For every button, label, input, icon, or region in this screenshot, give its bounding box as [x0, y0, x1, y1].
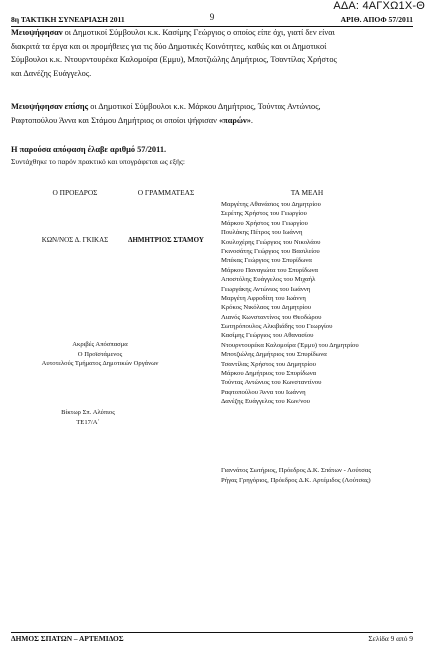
page-number: 9 — [209, 12, 215, 22]
session-title: 8η ΤΑΚΤΙΚΗ ΣΥΝΕΔΡΙΑΣΗ 2011 — [11, 15, 125, 24]
page-footer — [11, 634, 413, 646]
list-item: Κασίμης Γεώργιος του Αθανασίου — [221, 332, 314, 340]
minority-vote-paragraph: Μειοψήφησαν οι Δημοτικοί Σύμβουλοι κ.κ. Κασίμης Γεώργιος ο οποίος είπε όχι, γιατί δεν είναι διακριτά τα έργα και οι προμήθειες για τις δύο Δημοτικές Κοινότητες, καθώς και οι Δημοτικοί Σύμβουλοι κ.κ. Ντουρντουρέκα Καλομοίρα (Εμμυ), Μποτζιώλης Δημήτριος, Τσαντίλας Χρήστος και Δανέζης Ευάγγελος. — [11, 28, 337, 78]
minority-also-label: Μειοψήφησαν επίσης — [11, 102, 89, 111]
minority-label: Μειοψήφησαν — [11, 28, 63, 37]
secretary-name: ΔΗΜΗΤΡΙΟΣ ΣΤΑΜΟΥ — [128, 236, 204, 244]
list-item: Τσαντίλας Χρήστος του Δημητρίου — [221, 360, 316, 368]
list-item: Ντουρντουρέκα Καλομοίρα (Έμμυ) του Δημητρίου — [221, 341, 359, 349]
list-item: Μαργέτη Αφροδίτη του Ιωάννη — [221, 294, 306, 302]
signature-note: Συντάχθηκε το παρόν πρακτικό και υπογράφεται ως εξής: — [11, 157, 186, 166]
decision-line: Η παρούσα απόφαση έλαβε αριθμό 57/2011. — [11, 145, 167, 154]
footer-rule — [11, 632, 413, 633]
copy-block: Ακριβές Απόσπασμα Ο Προϊστάμενος Αυτοτελούς Τμήματος Δημοτικών Οργάνων — [41, 341, 159, 367]
list-item: Σερέτης Χρήστος του Γεωργίου — [221, 210, 307, 218]
list-item: Σωτηρόπουλος Αλκιβιάδης του Γεωργίου — [221, 323, 333, 331]
list-item: Τούντας Αντώνιος του Κωνσταντίνου — [221, 379, 322, 387]
list-item: Γκινοσάτης Γεώργιος του Βασιλείου — [221, 247, 320, 255]
list-item: Μαργέτης Αθανάσιος του Δημητρίου — [221, 201, 321, 208]
list-item: Κρόκος Νικόλαος του Δημητρίου — [221, 304, 312, 312]
list-item: Πουλάκης Πέτρος του Ιωάννη — [221, 229, 303, 237]
decision-number: ΑΡΙΘ. ΑΠΟΦ 57/2011 — [340, 15, 413, 24]
page-count: Σελίδα 9 από 9 — [368, 634, 413, 643]
list-item: Κουλοχέρης Γεώργιος του Νικολάου — [221, 238, 321, 246]
members-list — [221, 200, 359, 407]
community-presidents-list — [221, 466, 371, 486]
list-item: Ραφτοπούλου Άννα του Ιωάννη — [221, 388, 306, 396]
list-item: Μποτζιώλης Δημήτριος του Σπυρίδωνα — [221, 351, 327, 359]
list-item: Μάρκου Δημήτριος του Σπυρίδωνα — [221, 370, 317, 378]
municipality-name: ΔΗΜΟΣ ΣΠΑΤΩΝ – ΑΡΤΕΜΙΔΟΣ — [11, 634, 124, 643]
signer-block: Βίκτωρ Σπ. Αλύπιος ΤΕ17/Α΄ — [61, 409, 115, 426]
list-item: Δανέζης Ευάγγελος του Κων/νου — [221, 398, 310, 406]
list-item: Μάρκου Χρήστος του Γεωργίου — [221, 219, 308, 227]
list-item: Γιαννάτος Σωτήριος, Πρόεδρος Δ.Κ. Σπάτων - Λούτσας — [221, 467, 372, 474]
list-item: Μπέκας Γεώργιος του Σπυρίδωνα — [221, 257, 312, 265]
present-word: «παρών» — [219, 115, 251, 125]
signature-headings — [0, 188, 431, 200]
list-item: Μάρκου Παναγιώτα του Σπυρίδωνα — [221, 266, 319, 274]
secretary-heading: Ο ΓΡΑΜΜΑΤΕΑΣ — [137, 188, 195, 197]
ada-code: ΑΔΑ: 4ΑΓΧΩ1Χ-Θ — [333, 0, 425, 12]
list-item: Γεωργάκης Αντώνιος του Ιωάννη — [221, 285, 311, 293]
members-heading: ΤΑ ΜΕΛΗ — [290, 188, 324, 197]
list-item: Λιανός Κωνσταντίνος του Θεοδώρου — [221, 313, 322, 321]
page-header — [11, 12, 413, 26]
president-heading: Ο ΠΡΟΕΔΡΟΣ — [52, 188, 98, 197]
president-name: ΚΩΝ/ΝΟΣ Δ. ΓΚΙΚΑΣ — [41, 236, 109, 244]
list-item: Αποστόλης Ευάγγελος του Μιχαήλ — [221, 276, 316, 284]
list-item: Ρήγας Γρηγόριος, Πρόεδρος Δ.Κ. Αρτέμιδος (Λούτσας) — [221, 477, 371, 484]
present-vote-paragraph: Μειοψήφησαν επίσης οι Δημοτικοί Σύμβουλοι κ.κ. Μάρκου Δημήτριος, Τούντας Αντώνιος, Ραφτοπούλου Άννα και Στάμου Δημήτριος οι οποίοι ψήφισαν «παρών». — [11, 102, 321, 125]
